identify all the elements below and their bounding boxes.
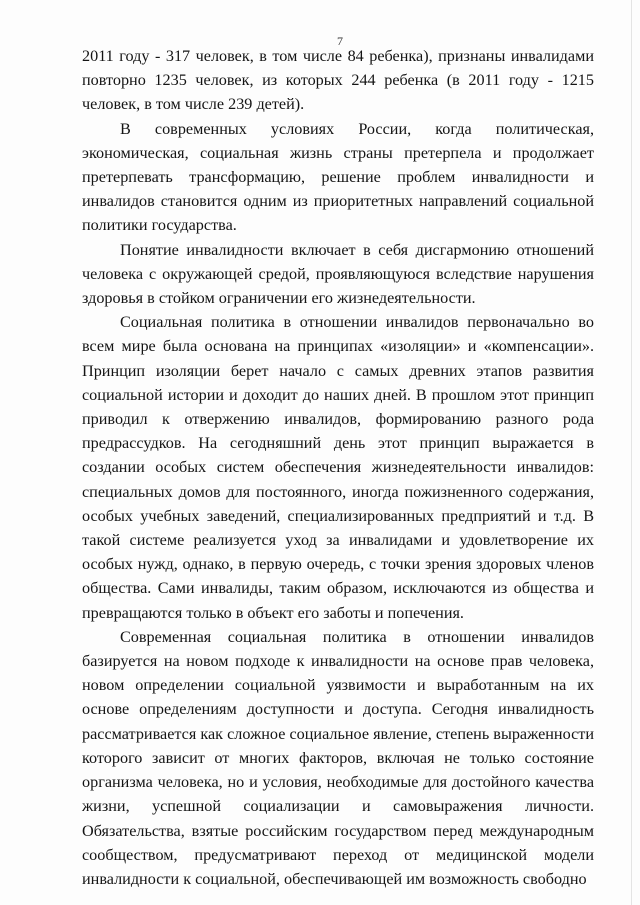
paragraph-modern-conditions: В современных условиях России, когда политическая, экономическая, социальная жизнь страны претерпела и продолжает претерпевать трансформацию, решение проблем инвалидности и инвалидов становится одним из приоритетных направлений социальной политики государства. bbox=[82, 119, 594, 235]
paragraph-disability-concept: Понятие инвалидности включает в себя дисгармонию отношений человека с окружающей средой, проявляющуюся вследствие нарушения здоровья в стойком ограничении его жизнедеятельности. bbox=[82, 240, 594, 308]
paragraph-isolation-principle: Социальная политика в отношении инвалидов первоначально во всем мире была основана на принципах «изоляции» и «компенсации». Принцип изоляции берет начало с самых древних этапов развития социальной истории и доходит до наших дней. В прошлом этот принцип приводил к отвержению инвалидов, формированию разного рода предрассудков. На сегодняшний день этот принцип выражается в создании особых систем обеспечения жизнедеятельности инвалидов: специальных домов для постоянного, иногда пожизненного содержания, особых учебных заведений, специализированных предприятий и т.д. В такой системе реализуется уход за инвалидами и удовлетворение их особых нужд, однако, в первую очередь, с точки зрения здоровых членов общества. Сами инвалиды, таким образом, исключаются из общества и превращаются только в объект его заботы и попечения. bbox=[82, 313, 594, 622]
paragraph-modern-policy: Современная социальная политика в отношении инвалидов базируется на новом подходе к инвалидности на основе прав человека, новом определении социальной уязвимости и выработанным на их основе определениям доступности и доступа. Сегодня инвалидность рассматривается как сложное социальное явление, степень выраженности которого зависит от многих факторов, включая не только состояние организма человека, но и условия, необходимые для достойного качества жизни, успешной социализации и самовыражения личности. Обязательства, взятые российским государством перед международным сообществом, предусматривают переход от медицинской модели инвалидности к социальной, обеспечивающей им возможность свободно bbox=[82, 627, 594, 888]
document-body bbox=[82, 44, 594, 891]
paragraph-continuation: 2011 году - 317 человек, в том числе 84 ребенка), признаны инвалидами повторно 1235 человек, из которых 244 ребенка (в 2011 году - 1215 человек, в том числе 239 детей). bbox=[82, 47, 594, 114]
page-number: 7 bbox=[337, 34, 343, 48]
scan-edge-shadow bbox=[631, 0, 632, 905]
